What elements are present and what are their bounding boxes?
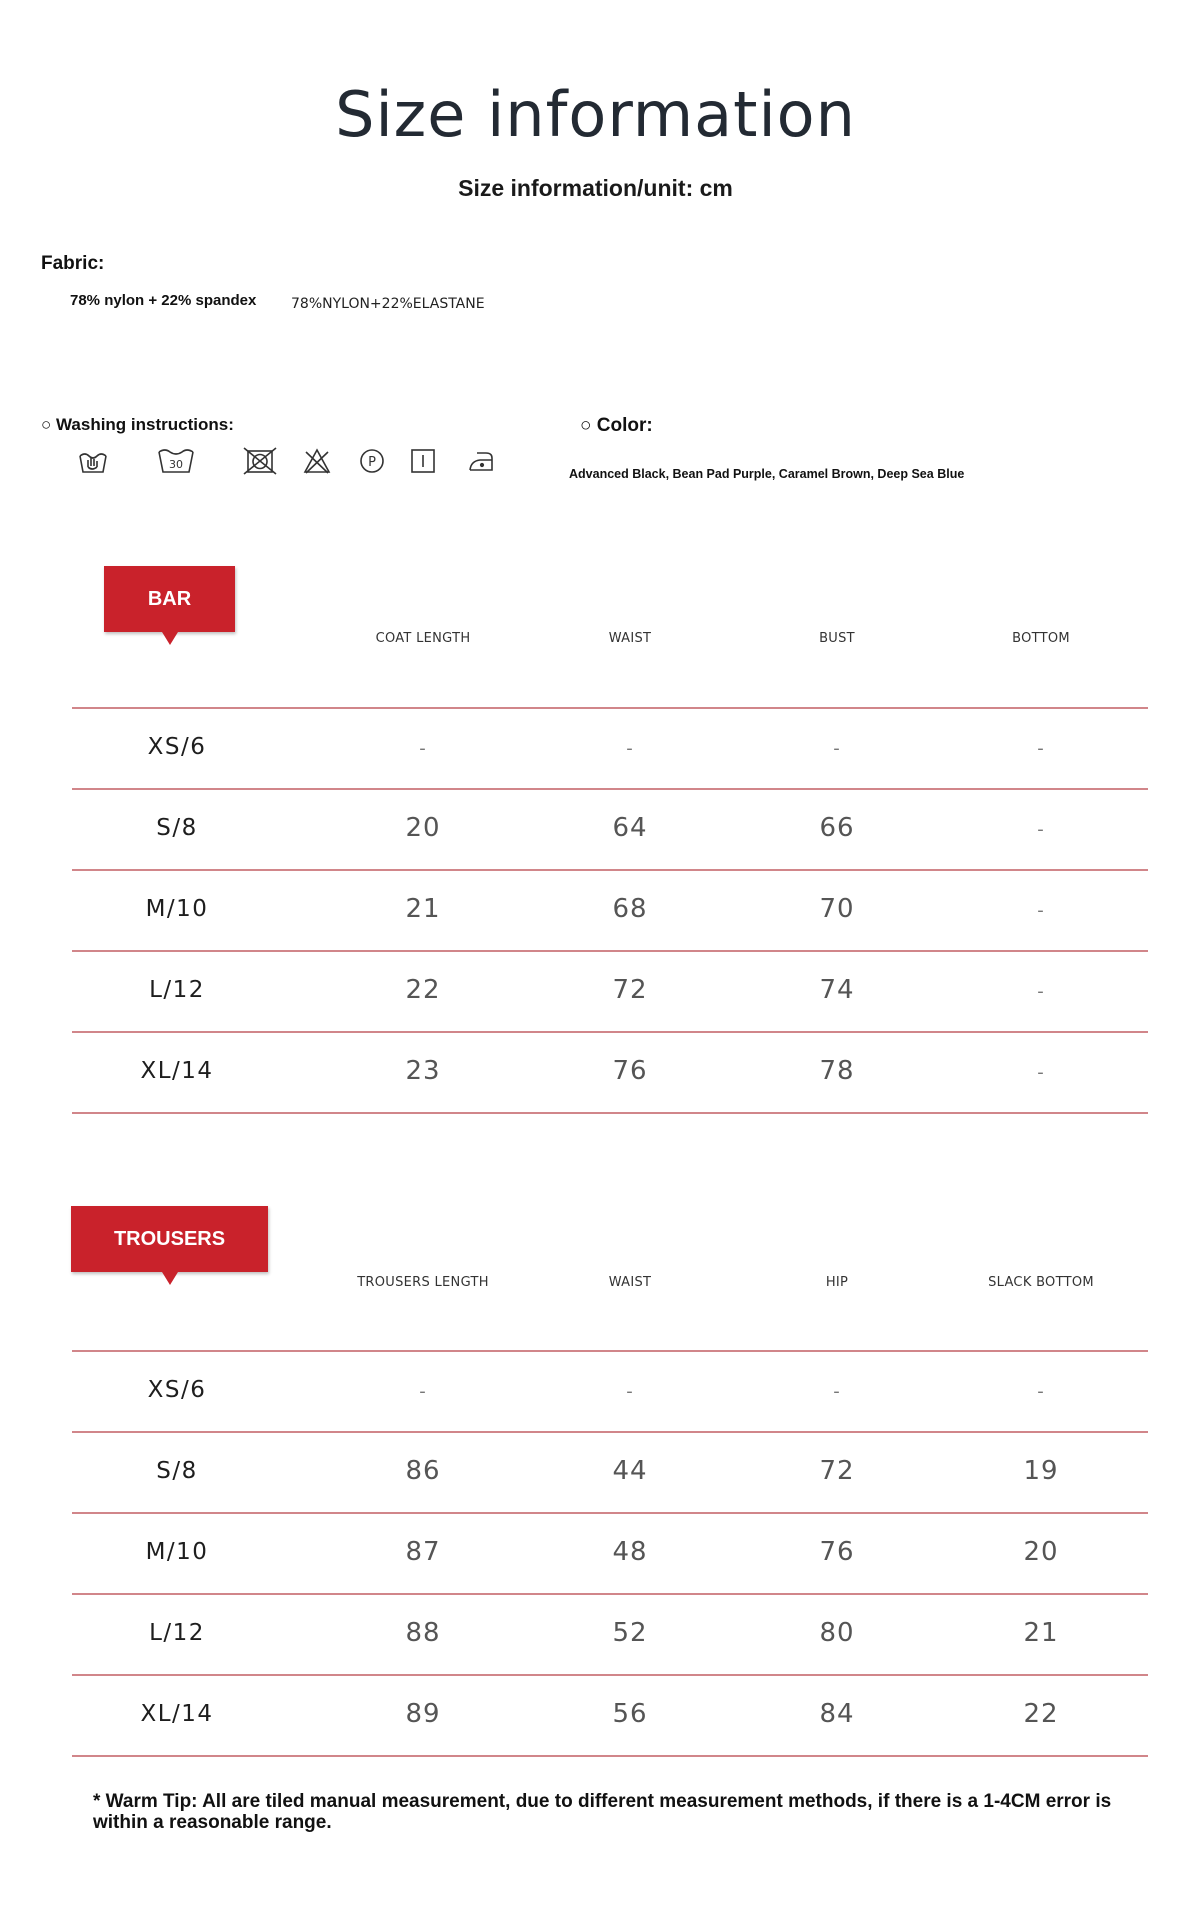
- trousers-table-rule: [72, 1755, 1148, 1757]
- trousers-table-rule: [72, 1674, 1148, 1676]
- trousers-cell: 19: [1023, 1456, 1059, 1486]
- trousers-cell: -: [419, 1381, 427, 1402]
- trousers-cell: 86: [405, 1456, 441, 1486]
- bar-row-size: L/12: [149, 977, 205, 1003]
- trousers-row-size: M/10: [145, 1539, 209, 1565]
- trousers-cell: 48: [612, 1537, 648, 1567]
- bar-cell: -: [833, 738, 841, 759]
- bar-cell: 76: [612, 1056, 648, 1086]
- bar-col-bust: BUST: [819, 631, 855, 646]
- bar-cell: -: [1037, 819, 1045, 840]
- bar-row-size: XL/14: [140, 1058, 214, 1084]
- trousers-section-tag: TROUSERS: [71, 1206, 268, 1272]
- trousers-row-size: XL/14: [140, 1701, 214, 1727]
- trousers-col-slack-bottom: SLACK BOTTOM: [988, 1275, 1094, 1290]
- bar-tag-pointer: [162, 632, 178, 645]
- trousers-cell: 52: [612, 1618, 648, 1648]
- fabric-composition-alt: 78%NYLON+22%ELASTANE: [291, 296, 485, 312]
- do-not-tumble-dry-icon: [242, 446, 278, 476]
- trousers-cell: 89: [405, 1699, 441, 1729]
- bar-table-rule: [72, 869, 1148, 871]
- bar-cell: 66: [819, 813, 855, 843]
- do-not-bleach-icon: [302, 446, 332, 476]
- bar-table-rule: [72, 707, 1148, 709]
- bar-col-coat-length: COAT LENGTH: [375, 631, 471, 646]
- trousers-cell: 87: [405, 1537, 441, 1567]
- bar-col-bottom: BOTTOM: [1012, 631, 1070, 646]
- trousers-tag-pointer: [162, 1272, 178, 1285]
- warm-tip: * Warm Tip: All are tiled manual measurement, due to different measurement methods, if there is a 1-4CM error is within a reasonable range.: [93, 1791, 1112, 1833]
- trousers-table-rule: [72, 1512, 1148, 1514]
- trousers-cell: 22: [1023, 1699, 1059, 1729]
- color-label: ○ Color:: [580, 415, 653, 436]
- bar-table-rule: [72, 1031, 1148, 1033]
- bar-cell: 74: [819, 975, 855, 1005]
- bar-section-tag: BAR: [104, 566, 235, 632]
- bar-cell: 78: [819, 1056, 855, 1086]
- bar-cell: -: [1037, 738, 1045, 759]
- trousers-col-length: TROUSERS LENGTH: [357, 1275, 489, 1290]
- washing-instructions-label: ○ Washing instructions:: [41, 415, 234, 434]
- fabric-composition: 78% nylon + 22% spandex: [70, 292, 257, 309]
- bar-table-rule: [72, 950, 1148, 952]
- trousers-row-size: XS/6: [147, 1377, 207, 1403]
- trousers-cell: 72: [819, 1456, 855, 1486]
- bar-row-size: XS/6: [147, 734, 207, 760]
- bar-cell: -: [626, 738, 634, 759]
- color-values: Advanced Black, Bean Pad Purple, Caramel Brown, Deep Sea Blue: [569, 467, 965, 481]
- bar-cell: -: [1037, 900, 1045, 921]
- trousers-row-size: S/8: [156, 1458, 198, 1484]
- iron-low-icon: [465, 446, 497, 476]
- trousers-cell: 21: [1023, 1618, 1059, 1648]
- bar-cell: -: [1037, 1062, 1045, 1083]
- hand-wash-icon: [76, 446, 110, 476]
- trousers-cell: -: [1037, 1381, 1045, 1402]
- trousers-cell: 56: [612, 1699, 648, 1729]
- trousers-table-rule: [72, 1431, 1148, 1433]
- svg-text:P: P: [368, 455, 376, 470]
- trousers-col-hip: HIP: [825, 1275, 849, 1290]
- bar-row-size: S/8: [156, 815, 198, 841]
- bar-cell: 21: [405, 894, 441, 924]
- trousers-table-rule: [72, 1350, 1148, 1352]
- trousers-cell: 88: [405, 1618, 441, 1648]
- bar-table-rule: [72, 788, 1148, 790]
- trousers-cell: 80: [819, 1618, 855, 1648]
- bar-table-rule: [72, 1112, 1148, 1114]
- dry-clean-p-icon: [357, 446, 387, 476]
- wash-30-icon: [156, 446, 196, 476]
- page-subtitle: Size information/unit: cm: [458, 175, 733, 201]
- svg-text:30: 30: [169, 458, 183, 471]
- trousers-cell: 44: [612, 1456, 648, 1486]
- trousers-cell: 84: [819, 1699, 855, 1729]
- bar-cell: 23: [405, 1056, 441, 1086]
- bar-cell: 68: [612, 894, 648, 924]
- bar-cell: 20: [405, 813, 441, 843]
- bar-col-waist: WAIST: [608, 631, 652, 646]
- line-dry-icon: [409, 446, 437, 476]
- bar-row-size: M/10: [145, 896, 209, 922]
- trousers-cell: 76: [819, 1537, 855, 1567]
- bar-cell: 72: [612, 975, 648, 1005]
- trousers-col-waist: WAIST: [608, 1275, 652, 1290]
- bar-cell: 64: [612, 813, 648, 843]
- trousers-cell: -: [626, 1381, 634, 1402]
- bar-cell: -: [419, 738, 427, 759]
- trousers-row-size: L/12: [149, 1620, 205, 1646]
- trousers-table-rule: [72, 1593, 1148, 1595]
- fabric-label: Fabric:: [41, 253, 105, 274]
- page-title: Size information: [335, 78, 856, 151]
- bar-cell: 22: [405, 975, 441, 1005]
- bar-cell: -: [1037, 981, 1045, 1002]
- bar-cell: 70: [819, 894, 855, 924]
- trousers-cell: -: [833, 1381, 841, 1402]
- trousers-cell: 20: [1023, 1537, 1059, 1567]
